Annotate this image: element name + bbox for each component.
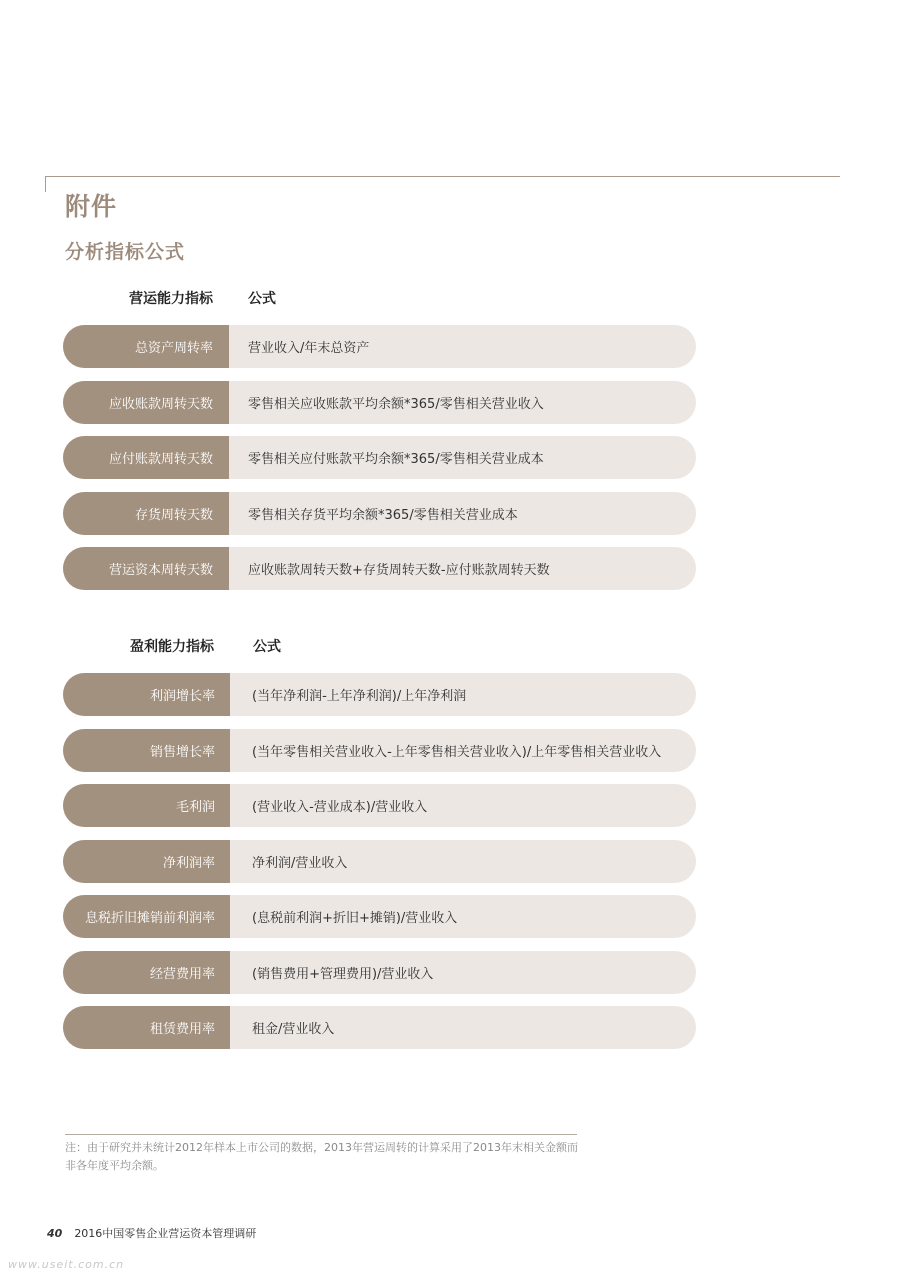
table-row — [63, 784, 696, 827]
formula-header: 公式 — [253, 639, 281, 655]
footnote: 注：由于研究并未统计2012年样本上市公司的数据，2013年营运周转的计算采用了2013年末相关金额而非各年度平均余额。 — [65, 1141, 578, 1172]
table-row — [63, 1006, 696, 1049]
indicator-table — [63, 673, 696, 1049]
indicator-label: 利润增长率 — [63, 673, 230, 716]
indicator-label: 息税折旧摊销前利润率 — [63, 895, 230, 938]
page-title: 附件 — [65, 192, 118, 221]
indicator-header: 盈利能力指标 — [130, 639, 214, 655]
indicator-formula: (销售费用+管理费用)/营业收入 — [252, 966, 434, 982]
indicator-formula: (息税前利润+折旧+摊销)/营业收入 — [252, 911, 458, 926]
indicator-table — [63, 325, 696, 590]
table-row — [63, 729, 696, 772]
indicator-label: 租赁费用率 — [63, 1006, 230, 1049]
indicator-label: 销售增长率 — [63, 729, 230, 772]
indicator-formula: 零售相关应付账款平均余额*365/零售相关营业成本 — [248, 452, 544, 467]
indicator-header: 营运能力指标 — [129, 291, 213, 307]
indicator-formula: 净利润/营业收入 — [252, 855, 348, 871]
indicator-label: 净利润率 — [63, 840, 230, 883]
table-row — [63, 673, 696, 716]
top-rule-tick — [45, 176, 46, 192]
indicator-formula: (营业收入-营业成本)/营业收入 — [252, 800, 428, 815]
indicator-label: 应付账款周转天数 — [63, 436, 229, 479]
indicator-label: 营运资本周转天数 — [63, 547, 229, 590]
indicator-formula: 租金/营业收入 — [252, 1022, 335, 1037]
watermark: www.useit.com.cn — [8, 1258, 125, 1271]
page-subtitle: 分析指标公式 — [65, 241, 186, 263]
table-row — [63, 381, 696, 424]
profitability-section — [63, 633, 696, 1062]
page-footer — [47, 1225, 256, 1241]
table-row — [63, 436, 696, 479]
section-header — [63, 633, 696, 673]
section-header — [63, 285, 696, 325]
indicator-formula: (当年净利润-上年净利润)/上年净利润 — [252, 689, 467, 704]
table-row — [63, 492, 696, 535]
top-rule — [45, 176, 840, 177]
report-title: 2016中国零售企业营运资本管理调研 — [74, 1227, 257, 1240]
page-number: 40 — [47, 1227, 63, 1240]
indicator-label: 毛利润 — [63, 784, 230, 827]
indicator-formula: (当年零售相关营业收入-上年零售相关营业收入)/上年零售相关营业收入 — [252, 744, 662, 760]
indicator-label: 经营费用率 — [63, 951, 230, 994]
indicator-formula: 营业收入/年末总资产 — [248, 341, 370, 356]
indicator-formula: 零售相关存货平均余额*365/零售相关营业成本 — [248, 507, 518, 523]
table-row — [63, 895, 696, 938]
indicator-label: 应收账款周转天数 — [63, 381, 229, 424]
formula-header: 公式 — [248, 291, 276, 307]
indicator-formula: 应收账款周转天数+存货周转天数-应付账款周转天数 — [248, 563, 550, 578]
indicator-formula: 零售相关应收账款平均余额*365/零售相关营业收入 — [248, 396, 544, 412]
indicator-label: 存货周转天数 — [63, 492, 229, 535]
operating-capability-section — [63, 285, 696, 603]
note-divider — [65, 1134, 577, 1135]
table-row — [63, 840, 696, 883]
table-row — [63, 325, 696, 368]
table-row — [63, 951, 696, 994]
table-row — [63, 547, 696, 590]
indicator-label: 总资产周转率 — [63, 325, 229, 368]
